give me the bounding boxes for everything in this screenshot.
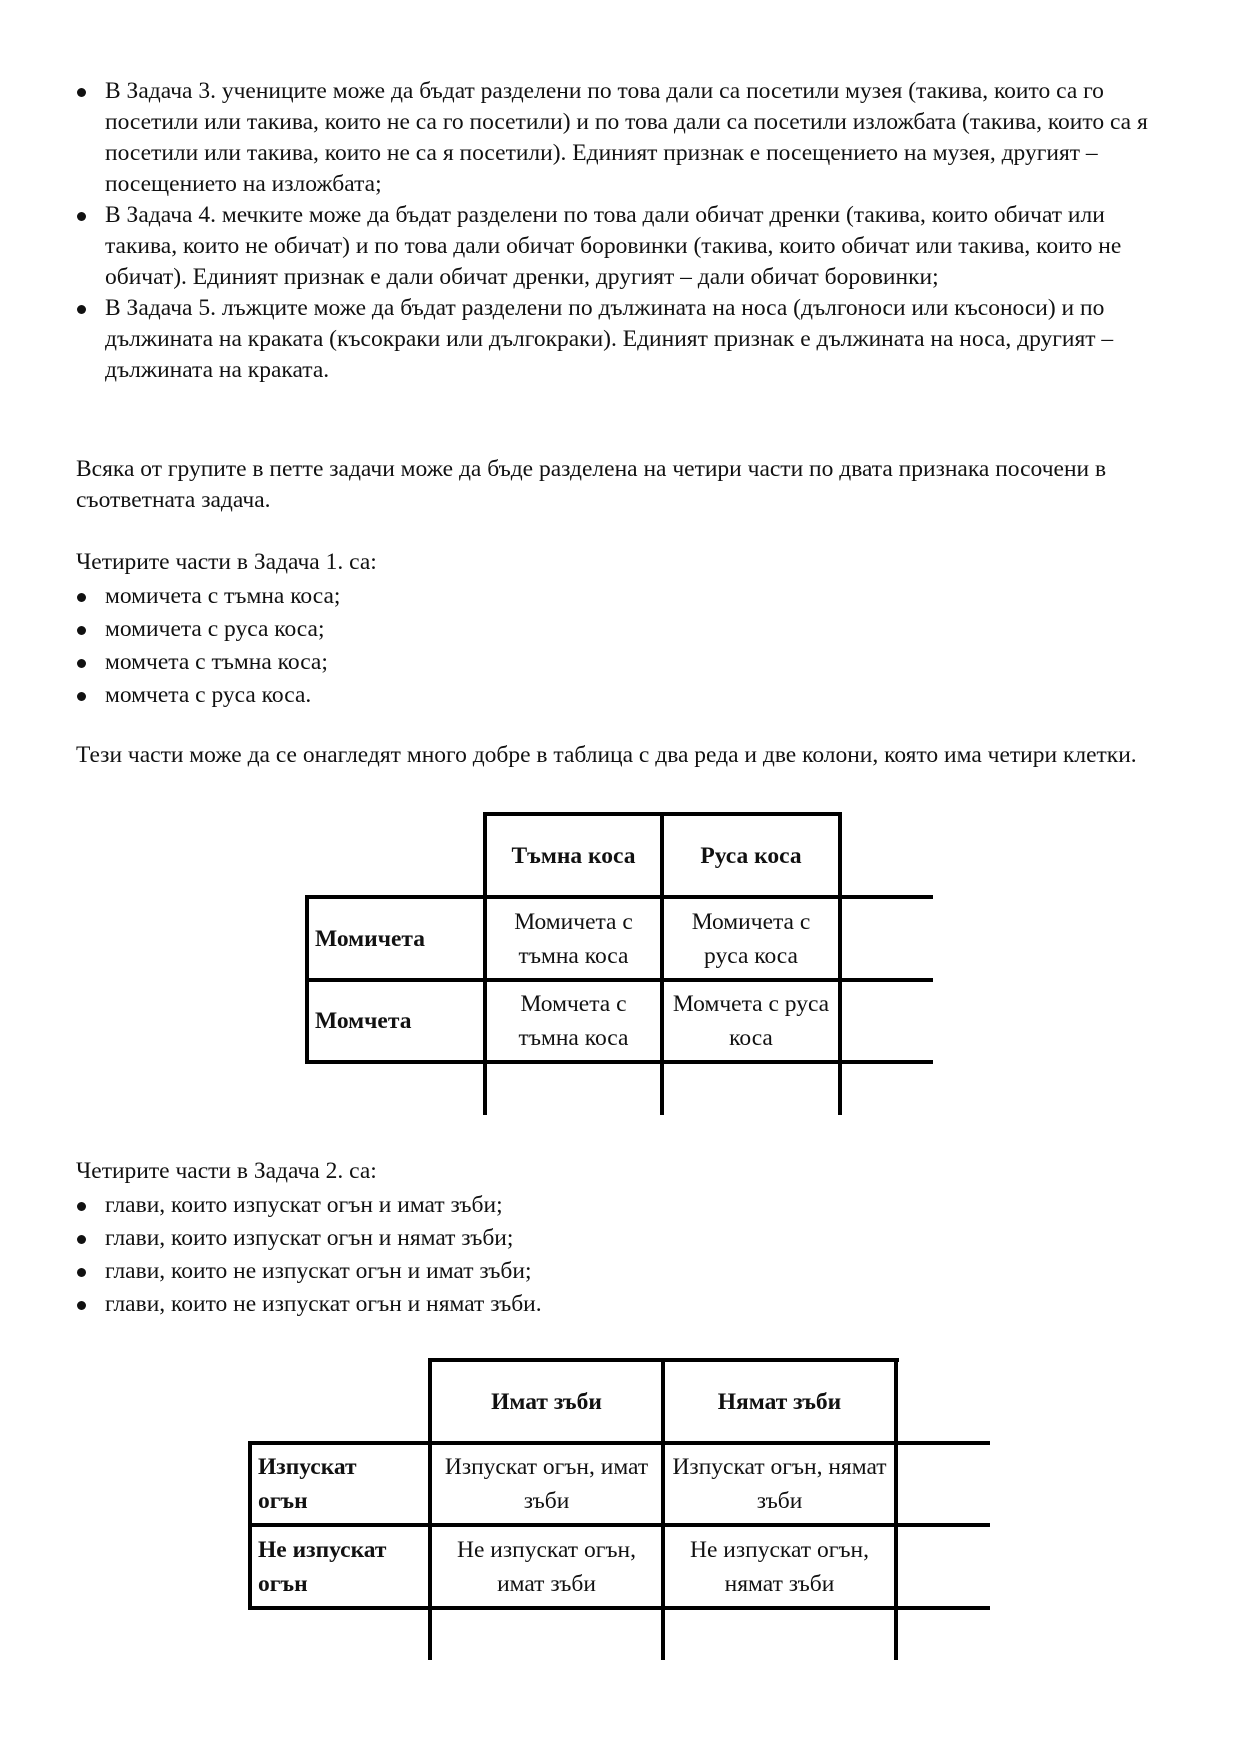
task1-note: Тези части може да се онагледят много добре в таблица с два реда и две колони, която има четири клетки. [76, 742, 1137, 768]
column-header: Тъмна коса [511, 842, 636, 869]
list-item [76, 1255, 1166, 1288]
bullet-text: В Задача 4. мечките може да бъдат разделени по това дали обичат дренки (такива, които обичат или такива, които не обичат) и по това дали обичат боровинки (такива, които обичат или такива, които не обичат). Единият признак е дали обичат дренки, другият – дали обичат боровинки; [105, 202, 1122, 290]
row-header: Не изпускат огън [258, 1536, 387, 1597]
bullet-icon [77, 88, 86, 97]
task2-list [76, 1189, 1166, 1321]
table-line [838, 812, 842, 1115]
table-line [894, 1358, 898, 1660]
table-cell: Изпускат огън, имат зъби [444, 1454, 649, 1514]
task1-list [76, 580, 1166, 712]
item-text: глави, които не изпускат огън и нямат зъби. [105, 1291, 542, 1317]
table-cell: Изпускат огън, нямат зъби [672, 1454, 887, 1514]
bullet-text: В Задача 3. учениците може да бъдат разделени по това дали са посетили музея (такива, които са го посетили или такива, които не са го посетили) и по това дали са посетили изложбата (такива, които са я посетили или такива, които не са я посетили). Единият признак е посещението на музея, другият – посещението на изложбата; [105, 78, 1148, 197]
table-cell: Не изпускат огън, имат зъби [457, 1536, 636, 1597]
list-item [76, 76, 1166, 200]
task2-heading: Четирите части в Задача 2. са: [76, 1158, 377, 1184]
item-text: глави, които изпускат огън и имат зъби; [105, 1192, 503, 1218]
bullet-icon [77, 305, 86, 314]
list-item [76, 580, 1166, 613]
bullet-text: В Задача 5. лъжците може да бъдат разделени по дължината на носа (дългоноси или късоноси) и по дължината на краката (късокраки или дългокраки). Единият признак е дължината на носа, другият – дължината на краката. [105, 295, 1114, 383]
table-line [248, 1606, 990, 1610]
bullet-icon [77, 1235, 86, 1244]
list-item [76, 293, 1166, 386]
item-text: момчета с руса коса. [105, 682, 312, 708]
list-item [76, 1189, 1166, 1222]
table-cell: Момчета с руса коса [672, 991, 830, 1051]
list-item [76, 646, 1166, 679]
bullet-icon [77, 212, 86, 221]
column-header: Имат зъби [491, 1388, 602, 1415]
item-text: момичета с тъмна коса; [105, 583, 341, 609]
item-text: момичета с руса коса; [105, 616, 325, 642]
row-header: Изпускат огън [258, 1454, 357, 1514]
bullet-icon [77, 1202, 86, 1211]
bullet-icon [77, 1301, 86, 1310]
task1-heading: Четирите части в Задача 1. са: [76, 549, 377, 575]
bullet-icon [77, 1268, 86, 1277]
table-cell: Момичета с тъмна коса [514, 908, 633, 969]
bullet-icon [77, 692, 86, 701]
list-item [76, 1222, 1166, 1255]
list-item [76, 613, 1166, 646]
item-text: глави, които изпускат огън и нямат зъби; [105, 1225, 514, 1251]
list-item [76, 679, 1166, 712]
item-text: глави, които не изпускат огън и имат зъби; [105, 1258, 532, 1284]
table-cell: Момчета с тъмна коса [518, 991, 629, 1051]
column-header: Руса коса [700, 842, 802, 869]
bullet-icon [77, 659, 86, 668]
table-cell: Не изпускат огън, нямат зъби [690, 1536, 869, 1597]
intro-bullet-list [76, 76, 1166, 386]
item-text: момчета с тъмна коса; [105, 649, 328, 675]
table-cell: Момичета с руса коса [691, 908, 811, 969]
bullet-icon [77, 593, 86, 602]
column-header: Нямат зъби [717, 1388, 842, 1415]
list-item [76, 200, 1166, 293]
row-header: Момчета [315, 1008, 412, 1034]
row-header: Момичета [315, 925, 425, 952]
summary-paragraph: Всяка от групите в петте задачи може да бъде разделена на четири части по двата признака посочени в съответната задача. [76, 456, 1107, 513]
list-item [76, 1288, 1166, 1321]
bullet-icon [77, 626, 86, 635]
